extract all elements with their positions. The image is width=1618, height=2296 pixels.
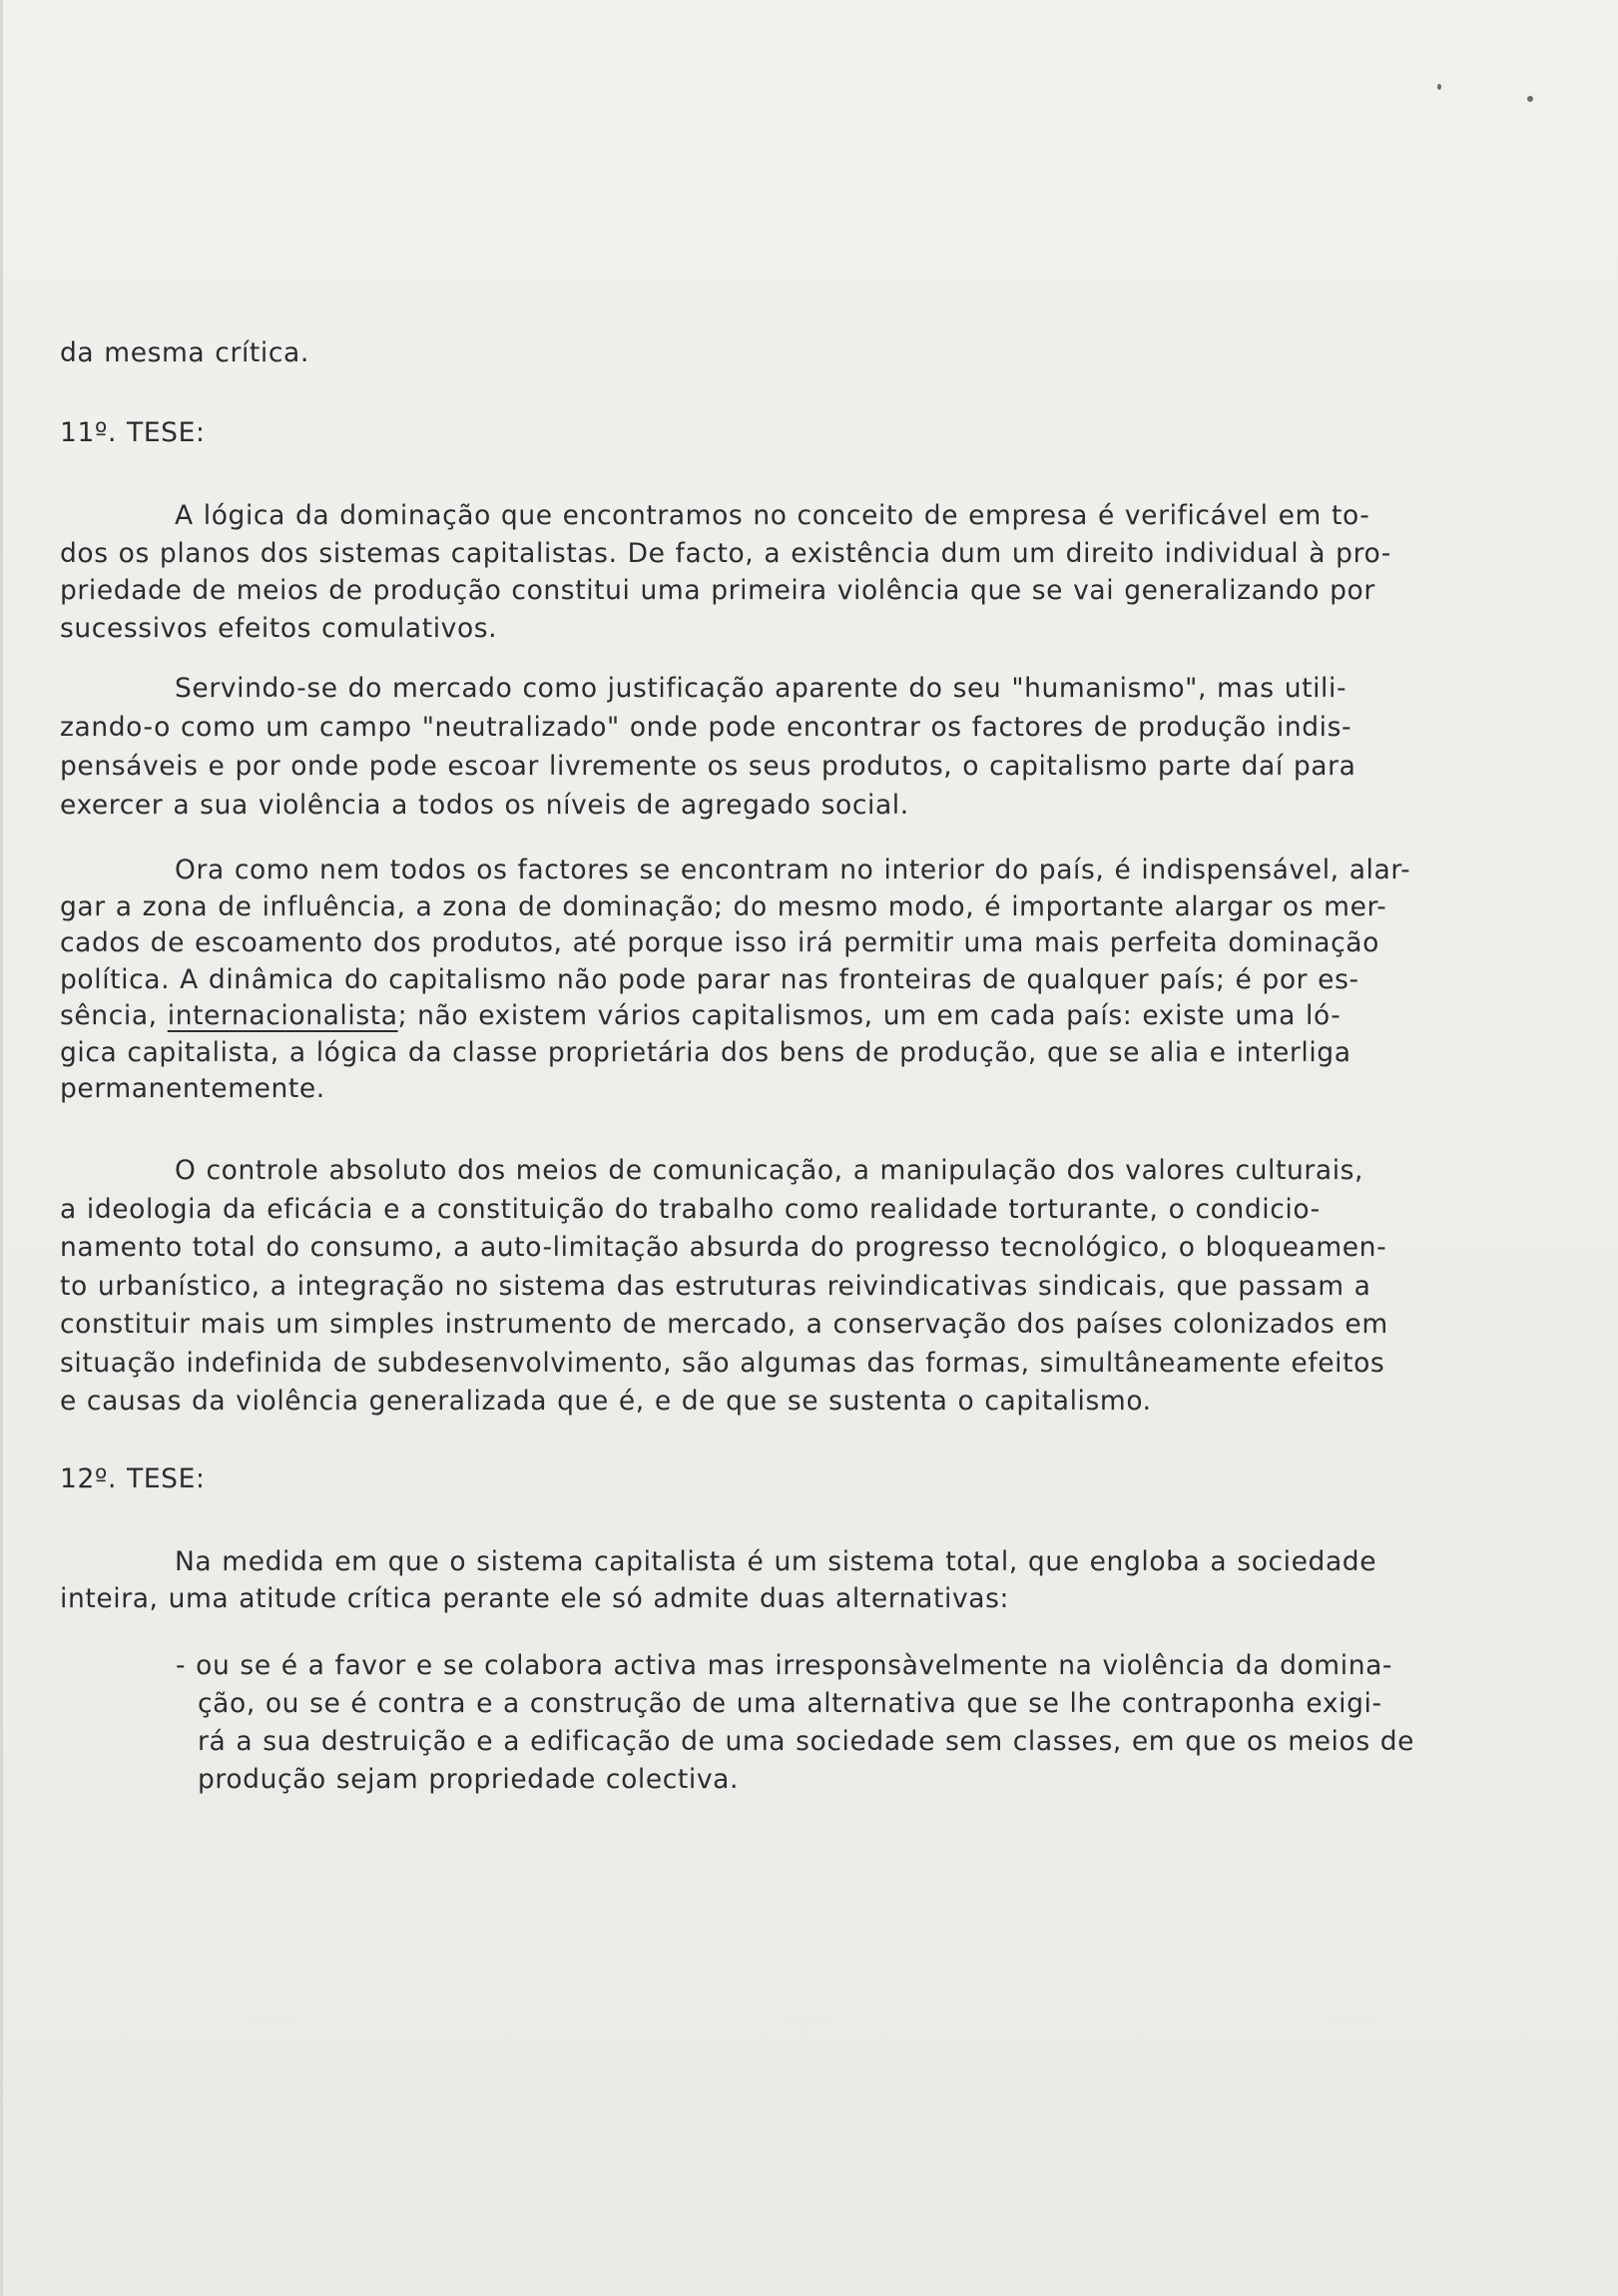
text-line: sucessivos efeitos comulativos. bbox=[60, 612, 498, 644]
ink-spot bbox=[1437, 84, 1441, 90]
text-line: gica capitalista, a lógica da classe proprietária dos bens de produção, que se alia e interliga bbox=[60, 1036, 1351, 1068]
text-line bbox=[60, 998, 1477, 1035]
heading-text: 12º. TESE: bbox=[60, 1463, 206, 1494]
text-line: A lógica da dominação que encontramos no conceito de empresa é verificável em to- bbox=[175, 500, 1370, 531]
paragraph-5 bbox=[60, 1543, 1477, 1617]
text-line: gar a zona de influência, a zona de dominação; do mesmo modo, é importante alargar os mer- bbox=[60, 890, 1387, 922]
text-line: a ideologia da eficácia e a constituição do trabalho como realidade torturante, o condicio- bbox=[60, 1193, 1321, 1225]
page-edge bbox=[0, 0, 3, 2296]
text-line: e causas da violência generalizada que é, e de que se sustenta o capitalismo. bbox=[60, 1386, 1152, 1417]
text-line: Na medida em que o sistema capitalista é um sistema total, que engloba a sociedade bbox=[175, 1546, 1377, 1577]
text-line: rá a sua destruição e a edificação de uma sociedade sem classes, em que os meios de bbox=[198, 1726, 1415, 1757]
underlined-term: internacionalista bbox=[167, 1000, 398, 1031]
text-line: pensáveis e por onde pode escoar livremente os seus produtos, o capitalismo parte daí para bbox=[60, 751, 1356, 782]
text-segment: sência, bbox=[60, 1000, 168, 1031]
text-line: priedade de meios de produção constitui uma primeira violência que se vai generalizando por bbox=[60, 575, 1375, 606]
text-line: - ou se é a favor e se colabora activa mas irresponsàvelmente na violência da domina- bbox=[176, 1650, 1393, 1681]
text-line: zando-o como um campo "neutralizado" onde pode encontrar os factores de produção indis- bbox=[60, 712, 1352, 743]
text-line: to urbanístico, a integração no sistema das estruturas reivindicativas sindicais, que passam a bbox=[60, 1270, 1371, 1302]
text-line: O controle absoluto dos meios de comunicação, a manipulação dos valores culturais, bbox=[175, 1155, 1364, 1186]
text-line: exercer a sua violência a todos os níveis de agregado social. bbox=[60, 790, 909, 821]
text-line: namento total do consumo, a auto-limitação absurda do progresso tecnológico, o bloqueamen- bbox=[60, 1232, 1387, 1263]
paragraph-1 bbox=[60, 497, 1477, 647]
text-line: Servindo-se do mercado como justificação aparente do seu "humanismo", mas utili- bbox=[175, 673, 1348, 704]
ink-spot bbox=[1527, 96, 1533, 102]
thesis-11-heading bbox=[60, 417, 1477, 448]
thesis-12-heading bbox=[60, 1463, 1477, 1494]
text-line: produção sejam propriedade colectiva. bbox=[198, 1764, 740, 1795]
paragraph-4 bbox=[60, 1152, 1477, 1422]
text-line: Ora como nem todos os factores se encontram no interior do país, é indispensável, alar- bbox=[175, 855, 1411, 885]
text-line: ção, ou se é contra e a construção de uma alternativa que se lhe contraponha exigi- bbox=[198, 1688, 1382, 1719]
heading-text: 11º. TESE: bbox=[60, 417, 206, 448]
text-line: inteira, uma atitude crítica perante ele só admite duas alternativas: bbox=[60, 1583, 1010, 1614]
text-line: constituir mais um simples instrumento de mercado, a conservação dos países colonizados em bbox=[60, 1309, 1388, 1340]
text-line: política. A dinâmica do capitalismo não pode parar nas fronteiras de qualquer país; é por es- bbox=[60, 963, 1359, 995]
text-line: dos os planos dos sistemas capitalistas. De facto, a existência dum um direito individual à pro- bbox=[60, 537, 1391, 569]
text-line: cados de escoamento dos produtos, até porque isso irá permitir uma mais perfeita dominação bbox=[60, 927, 1379, 958]
paragraph-2 bbox=[60, 669, 1477, 825]
bullet-item bbox=[176, 1647, 1473, 1799]
text-segment: ; não existem vários capitalismos, um em cada país: existe uma ló- bbox=[397, 1000, 1342, 1031]
text-line: permanentemente. bbox=[60, 1073, 325, 1104]
continued-line bbox=[60, 337, 1477, 368]
text-line: situação indefinida de subdesenvolvimento, são algumas das formas, simultâneamente efeitos bbox=[60, 1347, 1385, 1379]
text-line: da mesma crítica. bbox=[60, 337, 309, 368]
paragraph-3 bbox=[60, 853, 1477, 1108]
